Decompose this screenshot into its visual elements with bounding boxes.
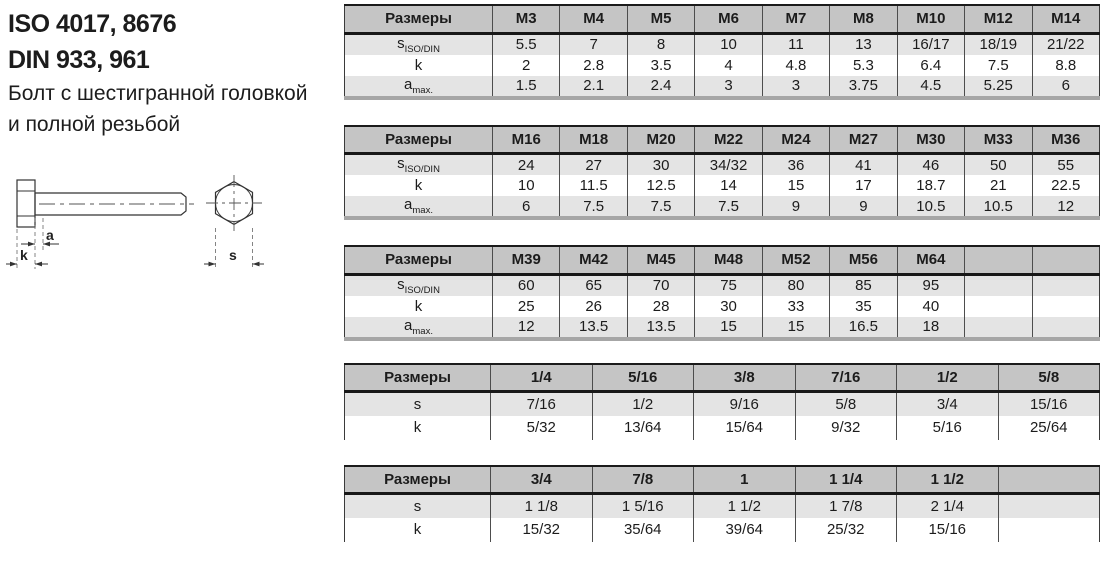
value-cell: 40 (897, 296, 964, 317)
value-cell: 28 (627, 296, 694, 317)
value-cell: 15/64 (694, 416, 796, 440)
value-cell: 15 (762, 317, 829, 339)
value-cell: 55 (1032, 154, 1100, 176)
value-cell: 34/32 (695, 154, 762, 176)
row-label-cell (345, 76, 493, 98)
row-label-symbol: a (404, 196, 413, 213)
row-label-symbol: s (413, 497, 422, 515)
header-cell-size: M30 (897, 126, 964, 154)
value-cell: 16.5 (830, 317, 897, 339)
bolt-technical-drawing (2, 160, 292, 290)
header-cell-size: M4 (560, 5, 627, 33)
value-cell: 6 (493, 196, 560, 218)
value-cell: 5.5 (493, 33, 560, 55)
value-cell: 3 (695, 76, 762, 98)
table-row (345, 296, 1100, 317)
header-cell-size: 5/16 (592, 364, 694, 392)
value-cell: 22.5 (1032, 175, 1100, 196)
value-cell: 21/22 (1032, 33, 1100, 55)
value-cell: 11 (762, 33, 829, 55)
value-cell (965, 274, 1032, 296)
value-cell: 25/32 (795, 518, 897, 542)
header-cell-size: M45 (627, 246, 694, 274)
row-label-cell (345, 416, 491, 440)
title-block (0, 0, 344, 140)
value-cell: 80 (762, 274, 829, 296)
header-cell-size: M22 (695, 126, 762, 154)
value-cell: 8.8 (1032, 55, 1100, 76)
row-label-symbol: k (413, 419, 422, 436)
dimension-s (204, 247, 264, 266)
row-label-cell (345, 317, 493, 339)
row-label-symbol: a (404, 316, 413, 334)
row-label-cell (345, 518, 491, 542)
header-cell-size (1032, 246, 1100, 274)
table-header-row (345, 466, 1100, 494)
header-cell-size: 1/4 (491, 364, 593, 392)
value-cell: 15 (762, 175, 829, 196)
value-cell: 30 (695, 296, 762, 317)
value-cell: 10.5 (965, 196, 1032, 218)
header-cell-size: M12 (965, 5, 1032, 33)
value-cell: 3/4 (897, 392, 999, 416)
value-cell: 13.5 (560, 317, 627, 339)
value-cell: 12 (1032, 196, 1100, 218)
value-cell: 60 (493, 274, 560, 296)
value-cell: 18 (897, 317, 964, 339)
value-cell: 2.8 (560, 55, 627, 76)
dim-label-k: k (20, 247, 28, 263)
value-cell: 10 (493, 175, 560, 196)
value-cell: 2.1 (560, 76, 627, 98)
header-cell-size: M14 (1032, 5, 1100, 33)
value-cell: 12.5 (627, 175, 694, 196)
row-label-subscript: max. (412, 325, 433, 337)
value-cell: 7.5 (627, 196, 694, 218)
value-cell: 15/16 (897, 518, 999, 542)
value-cell (1032, 296, 1100, 317)
table-row (345, 392, 1100, 416)
header-cell-size: 7/8 (592, 466, 694, 494)
value-cell: 12 (493, 317, 560, 339)
row-label-cell (345, 196, 493, 218)
value-cell: 14 (695, 175, 762, 196)
dimension-table-4 (344, 363, 1100, 440)
table-row (345, 494, 1100, 518)
value-cell: 46 (897, 154, 964, 176)
value-cell: 10 (695, 33, 762, 55)
header-cell-size: 1/2 (897, 364, 999, 392)
value-cell: 6 (1032, 76, 1100, 98)
value-cell: 2 1/4 (897, 494, 999, 518)
value-cell: 3 (762, 76, 829, 98)
row-label-subscript: ISO/DIN (404, 284, 440, 296)
header-cell-size (965, 246, 1032, 274)
row-label-symbol: s (413, 395, 422, 413)
value-cell: 21 (965, 175, 1032, 196)
value-cell: 2 (493, 55, 560, 76)
table-header-row (345, 126, 1100, 154)
dimension-table-3 (344, 245, 1100, 341)
value-cell: 9 (830, 196, 897, 218)
header-cell-size (998, 466, 1100, 494)
table-header-row (345, 364, 1100, 392)
table-row (345, 416, 1100, 440)
value-cell: 70 (627, 274, 694, 296)
row-label-symbol: s (397, 34, 405, 52)
value-cell: 18/19 (965, 33, 1032, 55)
header-cell-size: M56 (830, 246, 897, 274)
row-label-symbol: k (414, 297, 423, 315)
value-cell: 3.5 (627, 55, 694, 76)
table-row (345, 33, 1100, 55)
value-cell: 1.5 (493, 76, 560, 98)
value-cell (1032, 317, 1100, 339)
table-row (345, 196, 1100, 218)
bolt-drawing-svg (2, 160, 292, 285)
value-cell: 4 (695, 55, 762, 76)
value-cell: 9/32 (795, 416, 897, 440)
description-line-1: Болт с шестигранной головкой (8, 82, 308, 105)
value-cell: 35 (830, 296, 897, 317)
table-row (345, 154, 1100, 176)
value-cell: 1 1/8 (491, 494, 593, 518)
value-cell: 65 (560, 274, 627, 296)
header-cell-size: M64 (897, 246, 964, 274)
standard-iso: ISO 4017, 8676 (8, 10, 177, 38)
header-cell-size: 7/16 (795, 364, 897, 392)
table-row (345, 274, 1100, 296)
table-header-row (345, 5, 1100, 33)
value-cell: 85 (830, 274, 897, 296)
header-cell-size: M7 (762, 5, 829, 33)
dim-label-a: a (46, 227, 54, 243)
value-cell (1032, 274, 1100, 296)
header-cell-size: M24 (762, 126, 829, 154)
header-cell-size: M52 (762, 246, 829, 274)
value-cell: 26 (560, 296, 627, 317)
value-cell: 30 (627, 154, 694, 176)
header-cell-size: M5 (627, 5, 694, 33)
row-label-symbol: k (413, 521, 422, 538)
header-cell-size: M3 (493, 5, 560, 33)
row-label-cell (345, 494, 491, 518)
row-label-symbol: s (397, 275, 405, 293)
value-cell: 18.7 (897, 175, 964, 196)
value-cell: 8 (627, 33, 694, 55)
value-cell: 15 (695, 317, 762, 339)
value-cell: 75 (695, 274, 762, 296)
header-cell-sizes: Размеры (345, 364, 491, 392)
row-label-cell (345, 175, 493, 196)
value-cell: 9 (762, 196, 829, 218)
value-cell: 10.5 (897, 196, 964, 218)
value-cell: 1 7/8 (795, 494, 897, 518)
header-cell-size: 1 1/4 (795, 466, 897, 494)
header-cell-size: 3/4 (491, 466, 593, 494)
header-cell-size: 3/8 (694, 364, 796, 392)
row-label-subscript: ISO/DIN (404, 164, 440, 175)
value-cell: 41 (830, 154, 897, 176)
value-cell: 5/8 (795, 392, 897, 416)
header-cell-size: M16 (493, 126, 560, 154)
header-cell-sizes: Размеры (345, 126, 493, 154)
value-cell: 33 (762, 296, 829, 317)
bolt-end-view (206, 175, 262, 231)
value-cell: 7/16 (491, 392, 593, 416)
value-cell: 5.3 (830, 55, 897, 76)
row-label-symbol: k (414, 177, 423, 194)
header-cell-size: M33 (965, 126, 1032, 154)
row-label-cell (345, 296, 493, 317)
value-cell: 5/16 (897, 416, 999, 440)
header-cell-sizes: Размеры (345, 246, 493, 274)
row-label-subscript: ISO/DIN (404, 43, 440, 55)
row-label-subscript: max. (412, 205, 433, 216)
table-row (345, 317, 1100, 339)
row-label-cell (345, 392, 491, 416)
value-cell (998, 518, 1100, 542)
dim-label-s: s (229, 247, 237, 263)
value-cell: 50 (965, 154, 1032, 176)
value-cell: 13 (830, 33, 897, 55)
header-cell-size: M8 (830, 5, 897, 33)
value-cell: 95 (897, 274, 964, 296)
table-row (345, 175, 1100, 196)
header-cell-size: 1 (694, 466, 796, 494)
value-cell: 1 1/2 (694, 494, 796, 518)
header-cell-size: M48 (695, 246, 762, 274)
value-cell: 7 (560, 33, 627, 55)
row-label-cell (345, 154, 493, 176)
row-label-symbol: s (397, 155, 405, 172)
table-row (345, 76, 1100, 98)
value-cell: 2.4 (627, 76, 694, 98)
value-cell: 1 5/16 (592, 494, 694, 518)
header-cell-sizes: Размеры (345, 466, 491, 494)
value-cell: 25/64 (998, 416, 1100, 440)
row-label-cell (345, 55, 493, 76)
header-cell-size: M20 (627, 126, 694, 154)
value-cell: 5.25 (965, 76, 1032, 98)
value-cell: 15/32 (491, 518, 593, 542)
header-cell-size: M18 (560, 126, 627, 154)
value-cell: 17 (830, 175, 897, 196)
value-cell: 35/64 (592, 518, 694, 542)
row-label-subscript: max. (412, 84, 433, 96)
value-cell: 15/16 (998, 392, 1100, 416)
table-row (345, 518, 1100, 542)
table-row (345, 55, 1100, 76)
value-cell: 27 (560, 154, 627, 176)
value-cell: 39/64 (694, 518, 796, 542)
header-cell-sizes: Размеры (345, 5, 493, 33)
value-cell (998, 494, 1100, 518)
dimension-a (21, 227, 59, 246)
value-cell: 7.5 (965, 55, 1032, 76)
header-cell-size: M6 (695, 5, 762, 33)
value-cell (965, 317, 1032, 339)
value-cell (965, 296, 1032, 317)
row-label-symbol: a (404, 75, 413, 93)
row-label-cell (345, 33, 493, 55)
header-cell-size: 1 1/2 (897, 466, 999, 494)
value-cell: 36 (762, 154, 829, 176)
value-cell: 25 (493, 296, 560, 317)
standard-din: DIN 933, 961 (8, 46, 150, 74)
header-cell-size: M10 (897, 5, 964, 33)
left-panel (0, 0, 344, 566)
header-cell-size: M36 (1032, 126, 1100, 154)
description-line-2: и полной резьбой (8, 113, 181, 136)
value-cell: 11.5 (560, 175, 627, 196)
row-label-cell (345, 274, 493, 296)
dimension-k (6, 247, 48, 266)
header-cell-size: M42 (560, 246, 627, 274)
value-cell: 3.75 (830, 76, 897, 98)
value-cell: 13.5 (627, 317, 694, 339)
dimension-table-5 (344, 465, 1100, 542)
value-cell: 9/16 (694, 392, 796, 416)
header-cell-size: 5/8 (998, 364, 1100, 392)
dimension-table-1 (344, 4, 1100, 100)
value-cell: 7.5 (560, 196, 627, 218)
value-cell: 4.5 (897, 76, 964, 98)
value-cell: 6.4 (897, 55, 964, 76)
value-cell: 16/17 (897, 33, 964, 55)
value-cell: 13/64 (592, 416, 694, 440)
dimension-table-2 (344, 125, 1100, 221)
value-cell: 7.5 (695, 196, 762, 218)
value-cell: 4.8 (762, 55, 829, 76)
header-cell-size: M39 (493, 246, 560, 274)
value-cell: 24 (493, 154, 560, 176)
table-header-row (345, 246, 1100, 274)
value-cell: 5/32 (491, 416, 593, 440)
tables-container (344, 0, 1100, 542)
value-cell: 1/2 (592, 392, 694, 416)
header-cell-size: M27 (830, 126, 897, 154)
row-label-symbol: k (414, 56, 423, 74)
